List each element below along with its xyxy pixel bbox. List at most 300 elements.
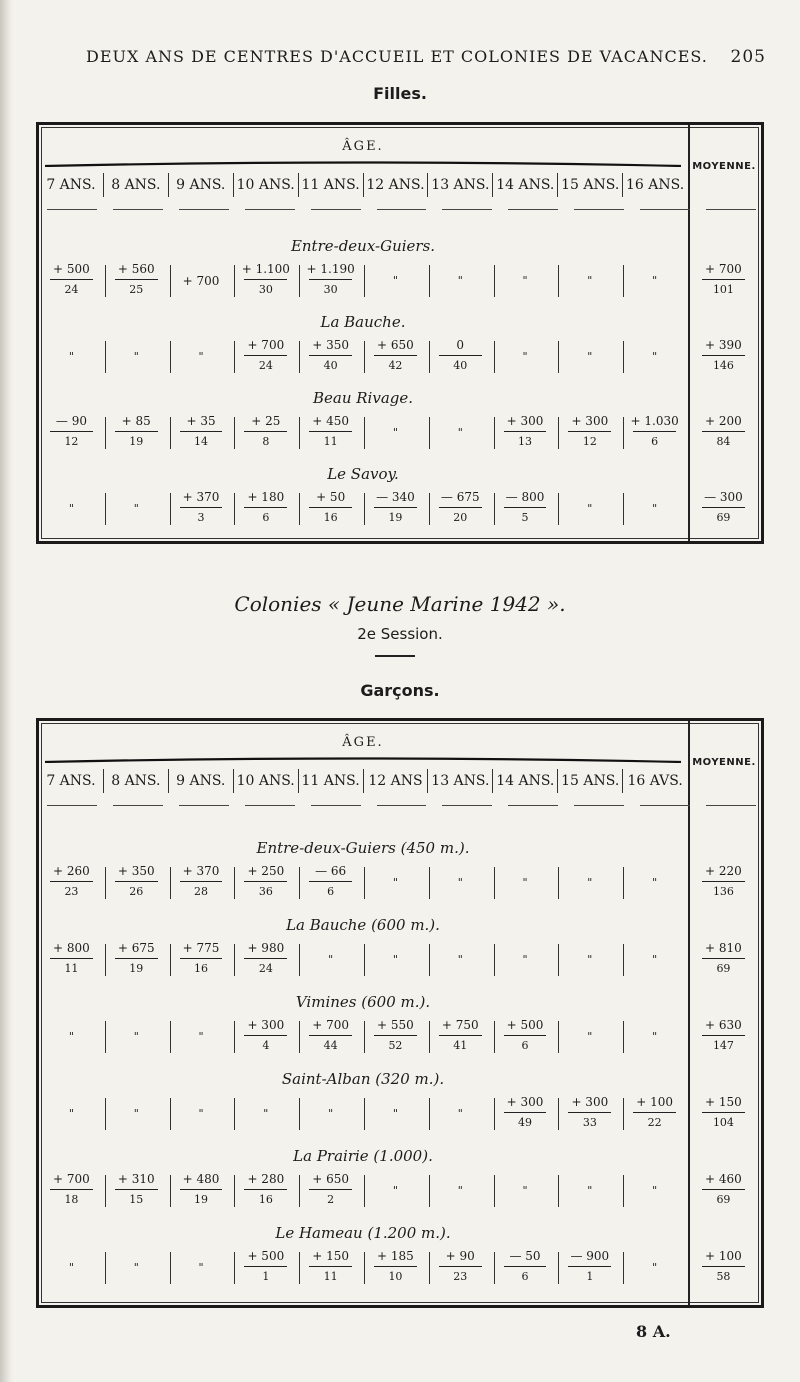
age-label: ÂGE. <box>342 735 384 750</box>
value-cell <box>366 413 425 453</box>
value-cell <box>42 489 101 529</box>
column-separator <box>429 1252 430 1284</box>
value-cell <box>107 489 166 529</box>
age-header-cell: 10 ANS. <box>233 173 298 197</box>
column-separator <box>105 265 106 297</box>
difference-value: — 300 <box>704 490 743 504</box>
fraction-bar <box>633 1112 676 1113</box>
site-name: Entre-deux-Guiers (450 m.). <box>256 839 470 857</box>
moyenne-cell <box>694 413 753 453</box>
column-separator <box>105 944 106 976</box>
fraction-bar <box>633 431 676 432</box>
column-separator <box>494 341 495 373</box>
column-separator <box>299 265 300 297</box>
difference-value: 0 <box>456 338 465 352</box>
value-cell <box>172 1094 231 1134</box>
value-cell <box>301 1171 360 1211</box>
colonies-title: Colonies « Jeune Marine 1942 ». <box>234 592 566 616</box>
column-separator <box>494 867 495 899</box>
ditto-mark: " <box>522 350 528 363</box>
child-count: 36 <box>258 885 273 898</box>
header-underline <box>311 209 361 210</box>
value-cell <box>431 261 490 301</box>
table-row <box>39 1248 759 1288</box>
ditto-mark: " <box>587 1030 593 1043</box>
fraction-bar <box>439 507 482 508</box>
column-separator <box>494 1252 495 1284</box>
garcons-table <box>36 718 764 1308</box>
ditto-mark: " <box>587 502 593 515</box>
child-count: 15 <box>129 1193 144 1206</box>
value-cell <box>625 413 684 453</box>
child-count: 52 <box>388 1039 403 1052</box>
column-separator <box>623 341 624 373</box>
table-row <box>39 261 759 301</box>
fraction-bar <box>504 1266 547 1267</box>
column-separator <box>623 944 624 976</box>
value-cell <box>366 1248 425 1288</box>
child-count: 16 <box>323 511 338 524</box>
table-row <box>39 940 759 980</box>
fraction-bar <box>702 507 745 508</box>
value-cell <box>560 261 619 301</box>
table-row <box>39 863 759 903</box>
fraction-bar <box>439 1035 482 1036</box>
difference-value: + 700 <box>705 262 742 276</box>
fraction-bar <box>180 881 223 882</box>
header-underline <box>574 209 624 210</box>
child-count: 28 <box>194 885 209 898</box>
column-separator <box>170 1098 171 1130</box>
column-separator <box>170 493 171 525</box>
header-underlines <box>39 209 764 210</box>
header-underline <box>311 805 361 806</box>
column-separator <box>364 417 365 449</box>
fraction-bar <box>50 1189 93 1190</box>
ditto-mark: " <box>392 426 398 439</box>
header-underline <box>113 805 163 806</box>
column-separator <box>105 341 106 373</box>
difference-value: + 500 <box>506 1018 544 1032</box>
fraction-bar <box>244 1189 287 1190</box>
value-cell <box>42 1248 101 1288</box>
column-separator <box>364 341 365 373</box>
value-cell <box>42 1094 101 1134</box>
child-count: 16 <box>194 962 209 975</box>
moyenne-cell <box>694 1017 753 1057</box>
ditto-mark: " <box>652 1261 658 1274</box>
column-separator <box>105 1021 106 1053</box>
value-cell <box>625 1171 684 1211</box>
age-header-cell: 13 ANS. <box>427 173 492 197</box>
value-cell <box>560 1017 619 1057</box>
value-cell <box>431 1017 490 1057</box>
column-separator <box>558 867 559 899</box>
difference-value: + 650 <box>312 1172 350 1186</box>
column-separator <box>105 1175 106 1207</box>
fraction-bar <box>504 1035 547 1036</box>
age-brace <box>45 161 681 167</box>
column-separator <box>494 1098 495 1130</box>
column-separator <box>105 417 106 449</box>
difference-value: + 260 <box>53 864 90 878</box>
difference-value: + 300 <box>571 1095 609 1109</box>
fraction-bar <box>702 1035 745 1036</box>
value-cell <box>172 940 231 980</box>
value-cell <box>625 489 684 529</box>
header-underline <box>640 209 690 210</box>
fraction-bar <box>702 1189 745 1190</box>
session-label: 2e Session. <box>357 625 443 643</box>
site-name: Saint-Alban (320 m.). <box>281 1070 445 1088</box>
fraction-bar <box>309 1266 352 1267</box>
column-separator <box>105 493 106 525</box>
column-separator <box>364 493 365 525</box>
difference-value: — 50 <box>509 1249 541 1263</box>
child-count: 40 <box>323 359 338 372</box>
child-count: 6 <box>521 1270 529 1283</box>
value-cell <box>431 489 490 529</box>
value-cell <box>496 1017 555 1057</box>
value-cell <box>301 1094 360 1134</box>
ditto-mark: " <box>198 1261 204 1274</box>
moyenne-cell <box>694 261 753 301</box>
value-cell <box>496 489 555 529</box>
age-header-cell: 16 ANS. <box>622 173 687 197</box>
column-separator <box>170 867 171 899</box>
value-cell <box>496 863 555 903</box>
fraction-bar <box>244 881 287 882</box>
value-cell <box>301 261 360 301</box>
table-row <box>39 413 759 453</box>
difference-value: + 300 <box>506 1095 544 1109</box>
value-cell <box>431 1248 490 1288</box>
ditto-mark: " <box>587 1184 593 1197</box>
column-separator <box>558 1252 559 1284</box>
ditto-mark: " <box>587 274 593 287</box>
column-separator <box>558 1098 559 1130</box>
difference-value: — 900 <box>570 1249 610 1263</box>
ditto-mark: " <box>392 1107 398 1120</box>
value-cell <box>625 261 684 301</box>
value-cell <box>431 1171 490 1211</box>
column-separator <box>170 1175 171 1207</box>
fraction-bar <box>702 1266 745 1267</box>
difference-value: + 250 <box>247 864 285 878</box>
site-name: Le Hameau (1.200 m.). <box>275 1224 451 1242</box>
ditto-mark: " <box>652 1030 658 1043</box>
difference-value: + 300 <box>247 1018 285 1032</box>
running-title: DEUX ANS DE CENTRES D'ACCUEIL ET COLONIES DE VACANCES. <box>86 47 708 66</box>
column-separator <box>623 1098 624 1130</box>
value-cell <box>107 337 166 377</box>
difference-value: + 675 <box>117 941 155 955</box>
value-cell <box>236 337 295 377</box>
difference-value: + 460 <box>705 1172 742 1186</box>
fraction-bar <box>439 1266 482 1267</box>
fraction-bar <box>244 279 287 280</box>
column-separator <box>299 417 300 449</box>
age-header-cell: 13 ANS. <box>427 769 492 793</box>
child-count: 146 <box>712 359 734 372</box>
age-header-cell: 16 AVS. <box>622 769 687 793</box>
ditto-mark: " <box>68 1261 74 1274</box>
ditto-mark: " <box>457 953 463 966</box>
value-cell <box>496 1171 555 1211</box>
site-name: La Bauche. <box>320 313 406 331</box>
column-separator <box>494 417 495 449</box>
difference-value: + 650 <box>377 338 414 352</box>
column-separator <box>170 944 171 976</box>
child-count: 1 <box>262 1270 270 1283</box>
column-separator <box>170 341 171 373</box>
ditto-mark: " <box>652 953 658 966</box>
ditto-mark: " <box>587 350 593 363</box>
header-underline <box>640 805 690 806</box>
header-underline <box>706 805 756 806</box>
value-cell <box>625 337 684 377</box>
difference-value: + 1.030 <box>630 414 679 428</box>
age-header-row <box>39 769 687 793</box>
moyenne-label: MOYENNE. <box>692 757 756 768</box>
column-separator <box>494 265 495 297</box>
age-header-cell: 11 ANS. <box>298 769 363 793</box>
moyenne-cell <box>694 863 753 903</box>
header-underline <box>706 209 756 210</box>
table-row <box>39 337 759 377</box>
child-count: 23 <box>453 1270 468 1283</box>
child-count: 2 <box>327 1193 335 1206</box>
value-cell <box>107 1171 166 1211</box>
value-cell <box>496 940 555 980</box>
ditto-mark: " <box>198 1107 204 1120</box>
value-cell <box>496 1094 555 1134</box>
age-header-cell: 14 ANS. <box>492 769 557 793</box>
value-cell <box>107 940 166 980</box>
difference-value: + 150 <box>705 1095 742 1109</box>
fraction-bar <box>115 431 158 432</box>
column-separator <box>234 1098 235 1130</box>
site-name: Beau Rivage. <box>312 389 414 407</box>
value-cell <box>107 261 166 301</box>
value-cell <box>366 1171 425 1211</box>
difference-value: + 90 <box>445 1249 475 1263</box>
value-cell <box>431 940 490 980</box>
column-separator <box>558 493 559 525</box>
difference-value: + 700 <box>312 1018 350 1032</box>
child-count: 33 <box>582 1116 597 1129</box>
value-cell <box>301 1248 360 1288</box>
value-cell <box>236 1094 295 1134</box>
fraction-bar <box>504 507 547 508</box>
column-separator <box>558 265 559 297</box>
difference-value: + 800 <box>53 941 90 955</box>
child-count: 19 <box>194 1193 209 1206</box>
difference-value: — 675 <box>440 490 480 504</box>
fraction-bar <box>374 507 417 508</box>
value-cell <box>431 863 490 903</box>
child-count: 20 <box>453 511 468 524</box>
column-separator <box>558 417 559 449</box>
fraction-bar <box>244 431 287 432</box>
column-separator <box>105 867 106 899</box>
fraction-bar <box>702 881 745 882</box>
difference-value: — 90 <box>55 414 87 428</box>
table-row <box>39 1017 759 1057</box>
header-underlines <box>39 805 764 806</box>
value-cell <box>301 413 360 453</box>
child-count: 147 <box>712 1039 734 1052</box>
child-count: 11 <box>323 435 338 448</box>
fraction-bar <box>50 958 93 959</box>
divider-rule <box>375 655 415 657</box>
column-separator <box>234 867 235 899</box>
column-separator <box>364 867 365 899</box>
value-cell <box>172 1248 231 1288</box>
child-count: 104 <box>712 1116 734 1129</box>
column-separator <box>234 341 235 373</box>
column-separator <box>170 1021 171 1053</box>
ditto-mark: " <box>198 350 204 363</box>
difference-value: + 100 <box>636 1095 674 1109</box>
difference-value: + 390 <box>705 338 742 352</box>
difference-value: + 35 <box>186 414 216 428</box>
header-underline <box>442 209 492 210</box>
column-separator <box>170 417 171 449</box>
running-header <box>86 47 766 67</box>
column-separator <box>299 493 300 525</box>
ditto-mark: " <box>457 876 463 889</box>
value-cell <box>236 1248 295 1288</box>
child-count: 30 <box>323 283 338 296</box>
fraction-bar <box>309 1189 352 1190</box>
value-cell <box>431 1094 490 1134</box>
value-cell <box>301 489 360 529</box>
ditto-mark: " <box>652 502 658 515</box>
value-cell <box>496 337 555 377</box>
value-cell <box>496 413 555 453</box>
table-row <box>39 1094 759 1134</box>
value-cell <box>625 1017 684 1057</box>
value-cell <box>301 337 360 377</box>
header-underline <box>179 805 229 806</box>
ditto-mark: " <box>328 1107 334 1120</box>
value-cell <box>496 261 555 301</box>
fraction-bar <box>702 958 745 959</box>
value-cell <box>625 863 684 903</box>
difference-value: + 185 <box>377 1249 414 1263</box>
moyenne-cell <box>694 1171 753 1211</box>
fraction-bar <box>115 1189 158 1190</box>
column-separator <box>234 493 235 525</box>
value-cell <box>301 1017 360 1057</box>
child-count: 6 <box>651 435 659 448</box>
child-count: 41 <box>453 1039 468 1052</box>
value-cell <box>625 940 684 980</box>
difference-value: + 370 <box>182 490 220 504</box>
value-cell <box>236 413 295 453</box>
ditto-mark: " <box>457 1107 463 1120</box>
ditto-mark: " <box>198 1030 204 1043</box>
moyenne-label: MOYENNE. <box>692 161 756 172</box>
value-cell <box>301 940 360 980</box>
ditto-mark: " <box>68 1107 74 1120</box>
age-header-cell: 7 ANS. <box>46 177 96 193</box>
difference-value: + 350 <box>312 338 350 352</box>
difference-value: + 480 <box>182 1172 220 1186</box>
difference-value: + 310 <box>117 1172 155 1186</box>
column-separator <box>623 867 624 899</box>
child-count: 12 <box>64 435 79 448</box>
fraction-bar <box>244 1266 287 1267</box>
value-cell <box>107 1248 166 1288</box>
fraction-bar <box>309 507 352 508</box>
ditto-mark: " <box>133 350 139 363</box>
difference-value: + 775 <box>182 941 220 955</box>
child-count: 14 <box>194 435 209 448</box>
table-row <box>39 1171 759 1211</box>
fraction-bar <box>115 881 158 882</box>
ditto-mark: " <box>587 876 593 889</box>
ditto-mark: " <box>133 1030 139 1043</box>
site-name: La Prairie (1.000). <box>293 1147 433 1165</box>
child-count: 13 <box>518 435 533 448</box>
moyenne-cell <box>694 1094 753 1134</box>
header-underline <box>377 209 427 210</box>
ditto-mark: " <box>392 274 398 287</box>
filles-table <box>36 122 764 544</box>
age-header-cell: 9 ANS. <box>168 173 233 197</box>
column-separator <box>558 944 559 976</box>
header-underline <box>377 805 427 806</box>
age-header-cell: 12 ANS. <box>363 173 428 197</box>
header-underline <box>508 209 558 210</box>
age-header-cell: 7 ANS. <box>46 773 96 789</box>
column-separator <box>234 265 235 297</box>
difference-value: + 700 <box>182 274 220 288</box>
child-count: 6 <box>262 511 270 524</box>
difference-value: + 85 <box>121 414 151 428</box>
column-separator <box>364 1021 365 1053</box>
fraction-bar <box>309 355 352 356</box>
value-cell <box>625 1094 684 1134</box>
child-count: 69 <box>716 962 731 975</box>
child-count: 19 <box>129 435 144 448</box>
header-underline <box>245 805 295 806</box>
value-cell <box>172 489 231 529</box>
fraction-bar <box>439 355 482 356</box>
column-separator <box>299 341 300 373</box>
value-cell <box>366 940 425 980</box>
ditto-mark: " <box>522 953 528 966</box>
difference-value: + 700 <box>247 338 285 352</box>
child-count: 101 <box>712 283 734 296</box>
column-separator <box>364 1098 365 1130</box>
child-count: 44 <box>323 1039 338 1052</box>
value-cell <box>42 413 101 453</box>
moyenne-cell <box>694 489 753 529</box>
garcons-title: Garçons. <box>360 681 440 700</box>
header-underline <box>508 805 558 806</box>
difference-value: + 1.190 <box>306 262 355 276</box>
fraction-bar <box>374 1035 417 1036</box>
site-name: Le Savoy. <box>327 465 399 483</box>
column-separator <box>299 1252 300 1284</box>
difference-value: + 220 <box>705 864 742 878</box>
value-cell <box>625 1248 684 1288</box>
column-separator <box>299 1021 300 1053</box>
column-separator <box>429 341 430 373</box>
